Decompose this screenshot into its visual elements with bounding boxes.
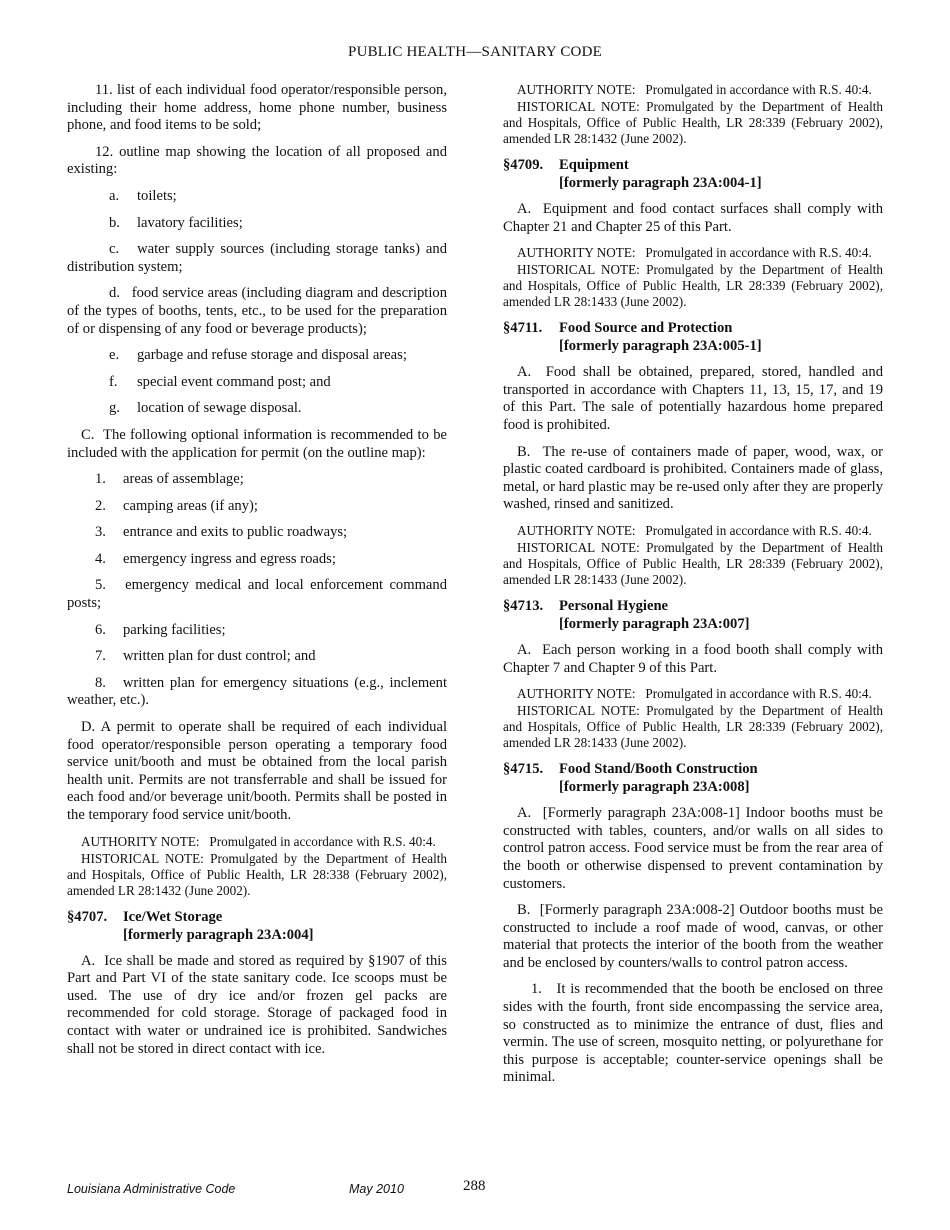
section-number: §4711.: [503, 320, 543, 337]
list-item: [67, 215, 447, 233]
paragraph-4713-a: A. Each person working in a food booth shall comply with Chapter 7 and Chapter 9 of this Part.: [503, 641, 883, 676]
paragraph-12: 12. outline map showing the location of all proposed and existing:: [67, 143, 447, 178]
list-item: [67, 347, 447, 365]
historical-note: HISTORICAL NOTE: Promulgated by the Department of Health and Hospitals, Office of Public Health, LR 28:338 (February 2002), amended LR 28:1432 (June 2002).: [67, 850, 447, 898]
list-text: areas of assemblage;: [123, 471, 244, 488]
list-text: written plan for dust control; and: [123, 648, 316, 665]
section-heading-4711: [503, 319, 883, 355]
list-text: special event command post; and: [137, 373, 331, 390]
authority-note: AUTHORITY NOTE: Promulgated in accordance with R.S. 40:4.: [81, 833, 436, 849]
list-item: [67, 498, 447, 516]
paragraph-4715-b-1: 1. It is recommended that the booth be enclosed on three sides with the fourth, front side encompassing the service area, so constructed as to minimize the entrance of dust, flies and vermin. The use of screen, mosquito netting, or polyurethane for this purpose is acceptable; counter-service openings shall be minimal.: [503, 981, 883, 1086]
historical-note: HISTORICAL NOTE: Promulgated by the Department of Health and Hospitals, Office of Public Health, LR 28:339 (February 2002), amended LR 28:1433 (June 2002).: [503, 539, 883, 587]
authority-note: AUTHORITY NOTE: Promulgated in accordance with R.S. 40:4.: [517, 686, 872, 702]
section-title: Ice/Wet Storage: [123, 908, 223, 925]
list-label: b.: [109, 214, 120, 231]
list-item: [67, 188, 447, 206]
list-item: [67, 374, 447, 392]
list-item: [67, 400, 447, 418]
list-label: g.: [109, 400, 120, 417]
section-number: §4707.: [67, 908, 108, 925]
list-label: 7.: [95, 648, 106, 665]
section-former: [formerly paragraph 23A:004-1]: [559, 175, 762, 191]
list-text: toilets;: [137, 187, 177, 204]
list-text: parking facilities;: [123, 621, 226, 638]
list-item-c: c. water supply sources (including storage tanks) and distribution system;: [67, 241, 447, 275]
list-item: [67, 471, 447, 489]
list-label: 6.: [95, 621, 106, 638]
historical-note: HISTORICAL NOTE: Promulgated by the Department of Health and Hospitals, Office of Public Health, LR 28:339 (February 2002), amended LR 28:1433 (June 2002).: [503, 703, 883, 751]
footer-date: May 2010: [349, 1182, 404, 1196]
footer-code-title: Louisiana Administrative Code: [67, 1182, 236, 1196]
list-label: 4.: [95, 550, 106, 567]
section-former: [formerly paragraph 23A:008]: [559, 779, 750, 796]
list-item: [67, 648, 447, 666]
paragraph-4715-b: B. [Formerly paragraph 23A:008-2] Outdoor booths must be constructed to include a roof made of wood, canvas, or other material that protects the interior of the booth from the weather and be enclosed by counters/walls to control patron access.: [503, 902, 883, 971]
list-label: f.: [109, 373, 118, 390]
section-former: [formerly paragraph 23A:005-1]: [559, 338, 762, 355]
list-label: a.: [109, 187, 120, 204]
section-heading-4715: [503, 760, 883, 796]
left-column: [67, 82, 447, 1067]
section-former: [formerly paragraph 23A:007]: [559, 615, 750, 632]
paragraph-11: 11. list of each individual food operator/responsible person, including their home address, home phone number, business phone, and food items to be sold;: [67, 82, 447, 134]
section-title: Food Stand/Booth Construction: [559, 761, 758, 778]
section-number: §4709.: [503, 157, 544, 173]
section-number: §4713.: [503, 597, 544, 614]
paragraph-d: D. A permit to operate shall be required of each individual food operator/responsible person operating a temporary food service unit/booth and must be obtained from the local parish health unit. Permits are not transferrable and shall be issued for each food and/or beverage unit/booth. Permits shall be posted in the temporary food service unit/booth.: [67, 719, 447, 823]
authority-note: AUTHORITY NOTE: Promulgated in accordance with R.S. 40:4.: [517, 245, 872, 261]
section-title: Equipment: [559, 157, 629, 173]
list-item-8: 8. written plan for emergency situations (e.g., inclement weather, etc.).: [67, 674, 447, 709]
list-label: e.: [109, 347, 120, 364]
list-text: garbage and refuse storage and disposal areas;: [137, 347, 407, 364]
section-former: [formerly paragraph 23A:004]: [123, 926, 314, 943]
list-label: 1.: [95, 471, 106, 488]
list-item: [67, 551, 447, 569]
section-number: §4715.: [503, 761, 544, 778]
list-text: emergency ingress and egress roads;: [123, 550, 336, 567]
list-text: lavatory facilities;: [137, 214, 243, 231]
list-text: camping areas (if any);: [123, 497, 258, 514]
list-item: [67, 622, 447, 640]
section-heading-4709: [503, 156, 883, 192]
section-heading-4707: [67, 908, 447, 944]
paragraph-4709-a: A. Equipment and food contact surfaces shall comply with Chapter 21 and Chapter 25 of this Part.: [503, 201, 883, 235]
list-text: location of sewage disposal.: [137, 400, 302, 417]
page-header: PUBLIC HEALTH—SANITARY CODE: [348, 44, 602, 60]
section-title: Food Source and Protection: [559, 320, 733, 337]
list-item-d: d. food service areas (including diagram and description of the types of booths, tents, etc., to be used for the preparation of or dispensing of any food or beverage products);: [67, 285, 447, 337]
paragraph-4711-b: B. The re-use of containers made of paper, wood, wax, or plastic coated cardboard is prohibited. Containers made of glass, metal, or hard plastic may be re-used only after they are properly washed, rinsed and sanitized.: [503, 443, 883, 513]
section-title: Personal Hygiene: [559, 597, 669, 614]
right-column: [503, 82, 883, 1096]
page-number: 288: [463, 1178, 486, 1194]
authority-note: AUTHORITY NOTE: Promulgated in accordance with R.S. 40:4.: [517, 522, 872, 538]
list-text: entrance and exits to public roadways;: [123, 524, 348, 541]
paragraph-4711-a: A. Food shall be obtained, prepared, stored, handled and transported in accordance with Chapters 11, 13, 15, 17, and 19 of this Part. The sale of potentially hazardous home prepared food is prohibited.: [503, 364, 883, 433]
historical-note: HISTORICAL NOTE: Promulgated by the Department of Health and Hospitals, Office of Public Health, LR 28:339 (February 2002), amended LR 28:1432 (June 2002).: [503, 99, 883, 146]
list-label: 3.: [95, 524, 106, 541]
section-heading-4713: [503, 597, 883, 633]
list-item-5: 5. emergency medical and local enforcement command posts;: [67, 577, 447, 612]
list-label: 2.: [95, 497, 106, 514]
historical-note: HISTORICAL NOTE: Promulgated by the Department of Health and Hospitals, Office of Public Health, LR 28:339 (February 2002), amended LR 28:1433 (June 2002).: [503, 262, 883, 310]
authority-note: AUTHORITY NOTE: Promulgated in accordance with R.S. 40:4.: [517, 82, 872, 97]
paragraph-4715-a: A. [Formerly paragraph 23A:008-1] Indoor booths must be constructed with tables, counters, and/or walls on all sides to control patron access. Food service must be from the rear area of the booth or otherwise dispensed to prevent contamination by customers.: [503, 805, 883, 892]
paragraph-c: C. The following optional information is recommended to be included with the application for permit (on the outline map):: [67, 426, 447, 461]
list-item: [67, 524, 447, 542]
paragraph-4707-a: A. Ice shall be made and stored as required by §1907 of this Part and Part VI of the state sanitary code. Ice scoops must be used. The use of dry ice and/or frozen gel packs are recommended for cold storage. Storage of packaged food in contact with water or undrained ice is prohibited. Sandwiches shall not be stored in direct contact with ice.: [67, 952, 447, 1057]
